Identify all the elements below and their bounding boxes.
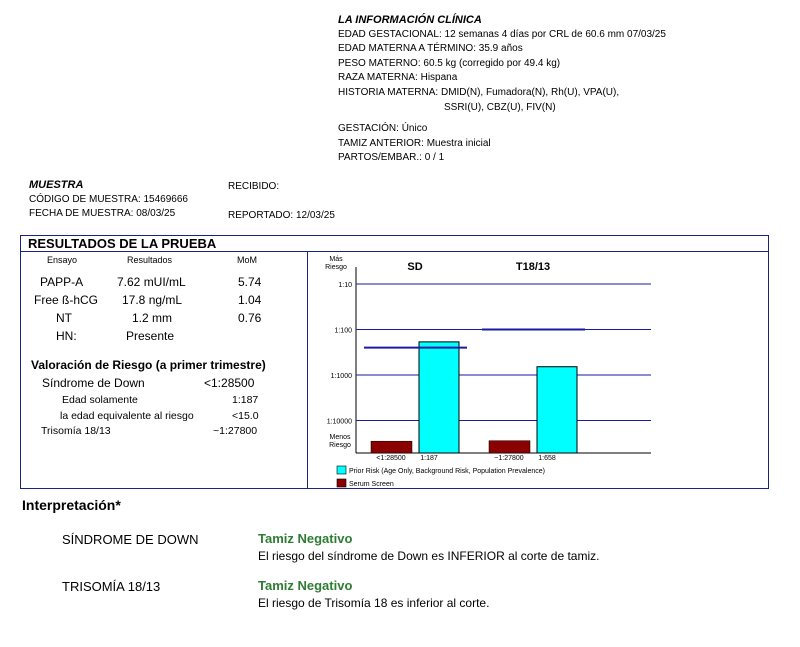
mom-papp-a: 5.74 (238, 275, 262, 289)
births-pregnancies: PARTOS/EMBAR.: 0 / 1 (338, 152, 445, 164)
risk-title: Valoración de Riesgo (a primer trimestre) (31, 358, 266, 372)
y-tick-label: 1:10 (338, 282, 352, 289)
trisomy-label: Trisomía 18/13 (41, 425, 111, 437)
result-nt: 1.2 mm (132, 311, 173, 325)
interp-text-down: El riesgo del síndrome de Down es INFERIOR al corte de tamiz. (258, 549, 600, 563)
serum-screen-value: <1:28500 (376, 455, 406, 462)
equiv-age-value: <15.0 (232, 410, 259, 422)
assay-hn: HN: (56, 329, 77, 343)
legend-prior-label: Prior Risk (Age Only, Background Risk, Population Prevalence) (349, 468, 545, 475)
gestational-age: EDAD GESTACIONAL: 12 semanas 4 días por CRL de 60.6 mm 07/03/25 (338, 28, 666, 40)
header-result: Resultados (127, 255, 173, 265)
prior-risk-value: 1:187 (420, 455, 438, 462)
trisomy-value: ~1:27800 (213, 425, 258, 437)
y-tick-label: 1:100 (334, 327, 352, 335)
sample-code: CÓDIGO DE MUESTRA: 15469666 (29, 193, 188, 205)
serum-screen-bar (489, 441, 530, 453)
risk-chart (308, 252, 768, 488)
interp-text-trisomy: El riesgo de Trisomía 18 es inferior al corte. (258, 596, 490, 610)
sample-received: RECIBIDO: (228, 181, 280, 192)
sample-date: FECHA DE MUESTRA: 08/03/25 (29, 208, 176, 220)
legend-serum-label: Serum Screen (349, 481, 394, 488)
result-hn: Presente (126, 329, 175, 343)
previous-screen: TAMIZ ANTERIOR: Muestra inicial (338, 137, 491, 149)
maternal-weight: PESO MATERNO: 60.5 kg (corregido por 49.4 kg) (338, 57, 561, 69)
group-label: T18/13 (515, 261, 551, 273)
prior-risk-bar (419, 342, 459, 453)
serum-screen-value: ~1:27800 (494, 455, 524, 462)
results-title: RESULTADOS DE LA PRUEBA (28, 236, 217, 251)
result-free-bhcg: 17.8 ng/mL (122, 293, 183, 307)
interp-condition-trisomy: TRISOMÍA 18/13 (62, 579, 161, 594)
sample-heading: MUESTRA (29, 179, 84, 191)
age-only-value: 1:187 (232, 394, 259, 406)
prior-risk-value: 1:658 (538, 455, 556, 462)
y-bottom-label: Menos (329, 434, 351, 441)
legend-serum-swatch (337, 479, 346, 487)
prior-risk-bar (537, 367, 577, 453)
down-risk-label: Síndrome de Down (42, 376, 145, 390)
sample-info (29, 178, 188, 222)
interp-condition-down: SÍNDROME DE DOWN (62, 532, 199, 547)
clinical-info (338, 13, 666, 166)
maternal-history-cont: SSRI(U), CBZ(U), FIV(N) (444, 101, 556, 113)
y-top-label: Más (329, 256, 343, 263)
y-top-label-2: Riesgo (325, 264, 347, 271)
interp-result-trisomy: Tamiz Negativo (258, 578, 353, 593)
result-papp-a: 7.62 mUI/mL (117, 275, 186, 289)
header-mom: MoM (237, 255, 257, 265)
y-tick-label: 1:10000 (326, 418, 352, 426)
sample-reported: REPORTADO: 12/03/25 (228, 210, 335, 221)
group-label: SD (407, 261, 423, 273)
age-only-label: Edad solamente (62, 394, 138, 406)
interpretation-title: Interpretación* (22, 497, 121, 513)
y-tick-label: 1:1000 (330, 373, 352, 380)
y-bottom-label-2: Riesgo (329, 442, 351, 449)
mom-free-bhcg: 1.04 (238, 293, 262, 307)
header-assay: Ensayo (47, 255, 78, 265)
assay-papp-a: PAPP-A (40, 275, 84, 289)
gestation: GESTACIÓN: Único (338, 123, 428, 135)
clinical-heading: LA INFORMACIÓN CLÍNICA (338, 14, 482, 26)
assay-free-bhcg: Free ß-hCG (34, 293, 99, 307)
interp-result-down: Tamiz Negativo (258, 531, 353, 546)
down-risk-value: <1:28500 (204, 376, 255, 390)
serum-screen-bar (371, 441, 412, 453)
maternal-race: RAZA MATERNA: Hispana (338, 72, 458, 84)
legend-prior-swatch (337, 466, 346, 474)
assay-nt: NT (56, 311, 72, 325)
mom-nt: 0.76 (238, 311, 262, 325)
maternal-age: EDAD MATERNA A TÉRMINO: 35.9 años (338, 43, 523, 55)
equiv-age-label: la edad equivalente al riesgo (60, 410, 194, 422)
maternal-history: HISTORIA MATERNA: DMID(N), Fumadora(N), Rh(U), VPA(U), (338, 86, 620, 98)
